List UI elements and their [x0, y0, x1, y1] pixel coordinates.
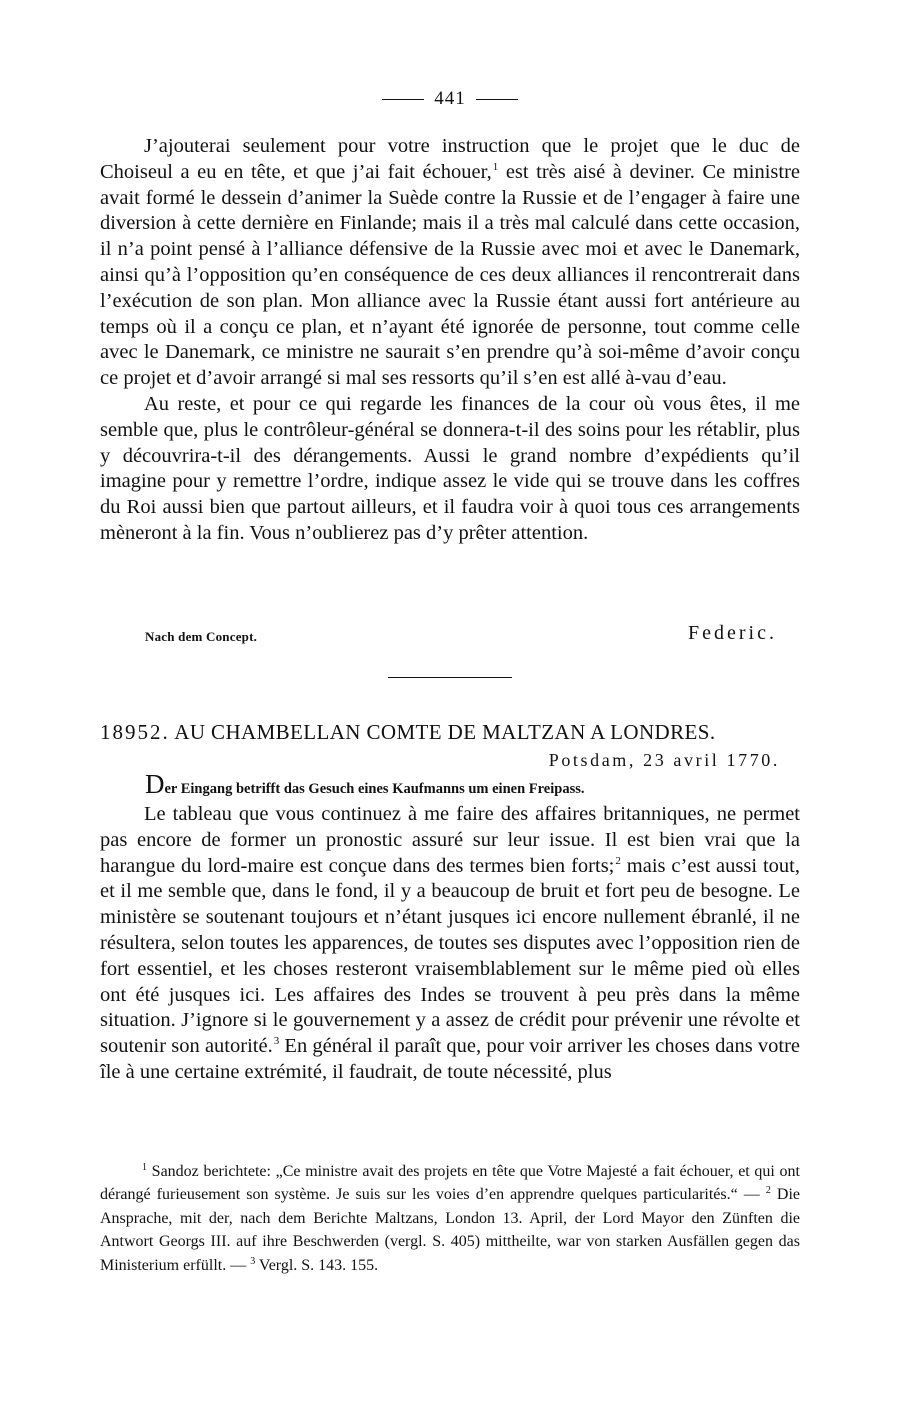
footnote-block	[100, 1160, 800, 1277]
header-dash-left	[382, 99, 424, 100]
footnote-2-number: 2	[765, 1185, 771, 1197]
paragraph-1-text-rest: est très aisé à deviner. Ce ministre avait formé le dessein d’animer la Suède contre la Russie et de l’engager à faire une diversion à cette dernière en Finlande; mais il a très mal calculé dans cette occasion, il n’a point pensé à l’alliance défensive de la Russie avec moi et avec le Danemark, ainsi qu’à l’opposition qu’en conséquence de ces deux alliances il rencontrerait dans l’exécution de son plan. Mon alliance avec la Russie étant aussi fort antérieure au temps où il a conçu ce plan, et n’ayant été ignorée de personne, tout comme celle avec le Danemark, ce ministre ne saurait s’en prendre qu’à soi-même d’avoir conçu ce projet et d’avoir arrangé si mal ses ressorts qu’il s’en est allé à-vau d’eau.	[100, 160, 801, 390]
signature: Federic.	[688, 622, 777, 644]
letter-1-paragraph-2: Au reste, et pour ce qui regarde les finances de la cour où vous êtes, il me semble que, plus le contrôleur-général se donnera-t-il des soins pour les rétablir, plus y découvrira-t-il des dérangements. Aussi le grand nombre d’expédients qu’il imagine pour y remettre l’ordre, indique assez le vide qui se trouve dans les coffres du Roi aussi bien que partout ailleurs, et il faudra voir à quoi tous ces arrangements mèneront à la fin. Vous n’oublierez pas d’y prêter attention.	[100, 392, 800, 544]
running-header	[0, 88, 900, 110]
letter-2-body	[100, 802, 800, 1086]
letter-2-heading	[100, 720, 800, 745]
footnotes	[100, 1160, 800, 1277]
footnote-marker-3[interactable]: 3	[273, 1035, 280, 1048]
dateline: Potsdam, 23 avril 1770.	[548, 750, 780, 770]
footnote-3-text: Vergl. S. 143. 155.	[255, 1256, 379, 1274]
body-text-b: mais c’est aussi tout, et il me semble que, dans le fond, il y a beaucoup de bruit et fort peu de besogne. Le ministère se soutenant toujours et n’étant jusques ici encore nullement ébranlé, il ne résultera, selon toutes les apparences, de toutes ses disputes avec l’opposition rien de fort essentiel, et les choses resteront vraisemblablement sur le même pied où elles ont été jusques ici. Les affaires des Indes se trouvent à peu près dans la même situation. J’ignore si le gouvernement y a assez de crédit pour prévenir une révolte et soutenir son autorité.	[100, 854, 800, 1058]
body-text-c: En général il paraît que, pour voir arriver les choses dans votre île à une certaine extrémité, il faudrait, de toute nécessité, plus	[100, 1035, 801, 1083]
letter-1-paragraph-1	[100, 134, 800, 392]
letter-2-paragraph-1	[100, 802, 800, 1086]
body-text-a: Le tableau que vous continuez à me faire des affaires britanniques, ne permet pas encore de former un pronostic assuré sur leur issue. Il est bien vrai que la harangue du lord-maire est conçue dans des termes bien forts;	[100, 803, 800, 877]
section-divider	[388, 677, 512, 678]
letter-2-summary	[145, 769, 805, 801]
letter-title: AU CHAMBELLAN COMTE DE MALTZAN A LONDRES.	[174, 720, 716, 744]
footnote-1-text: Sandoz berichtete: „Ce ministre avait des projets en tête que Votre Majesté a fait échouer, et qui ont dérangé furieusement son système. Je suis sur les voies d’en apprendre quelques particularités.“ —	[100, 1163, 800, 1204]
closing-line	[145, 622, 777, 648]
page-number: 441	[434, 88, 466, 109]
footnote-3-number: 3	[250, 1255, 256, 1267]
footnote-marker-1[interactable]: 1	[492, 160, 499, 173]
source-note: Nach dem Concept.	[145, 629, 258, 644]
letter-number: 18952.	[100, 720, 170, 744]
paragraph-1-text: J’ajouterai seulement pour votre instruction que le projet que le duc de Choiseul a eu en tête, et que j’ai fait échouer,	[100, 135, 800, 183]
footnote-marker-2[interactable]: 2	[615, 854, 621, 867]
footnote-2-text: Die Ansprache, mit der, nach dem Berichte Maltzans, London 13. April, der Lord Mayor den Zünften die Antwort Georgs III. auf ihre Beschwerden (vergl. S. 405) mittheilte, war von starken Ausfällen gegen das Ministerium erfüllt. —	[100, 1186, 800, 1274]
footnote-1-number: 1	[142, 1162, 147, 1173]
header-dash-right	[476, 99, 518, 100]
summary-initial: D	[145, 769, 165, 799]
summary-text: er Eingang betrifft das Gesuch eines Kaufmanns um einen Freipass.	[164, 781, 585, 797]
letter-1-body	[100, 134, 800, 547]
